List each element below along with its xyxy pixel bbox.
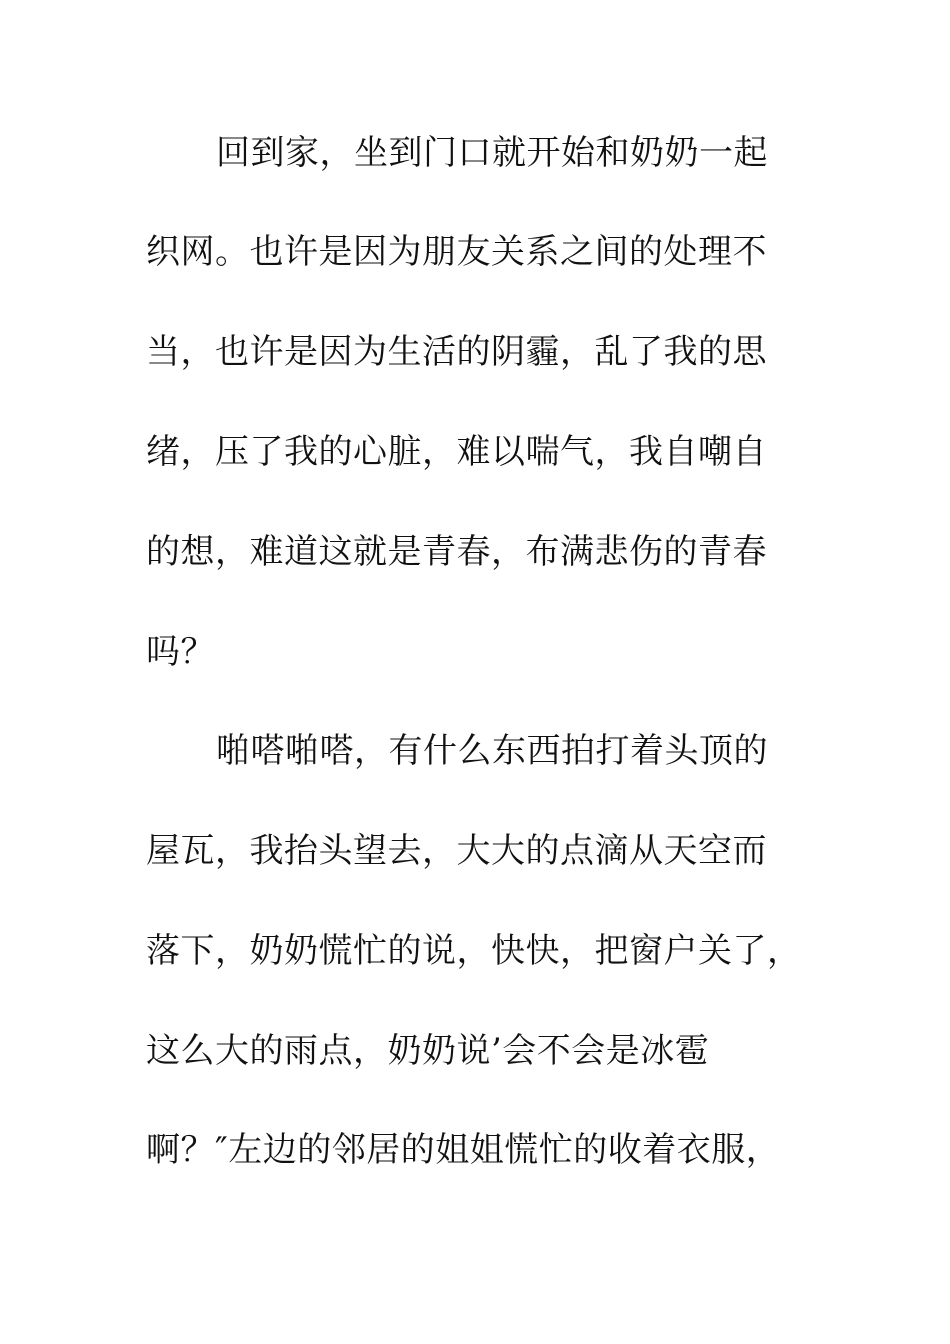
paragraph-1-line-1: 回到家，坐到门口就开始和奶奶一起 xyxy=(216,133,768,173)
paragraph-1-line-4: 绪，压了我的心脏，难以喘气，我自嘲自 xyxy=(146,432,767,472)
paragraph-2-line-5: 啊？″左边的邻居的姐姐慌忙的收着衣服， xyxy=(146,1130,781,1170)
paragraph-2-line-1: 啪嗒啪嗒，有什么东西拍打着头顶的 xyxy=(216,731,768,771)
paragraph-1-line-6: 吗？ xyxy=(146,632,215,672)
paragraph-1-line-5: 的想，难道这就是青春，布满悲伤的青春 xyxy=(146,532,767,572)
paragraph-1-line-3: 当，也许是因为生活的阴霾，乱了我的思 xyxy=(146,332,767,372)
paragraph-2-line-3: 落下，奶奶慌忙的说，快快，把窗户关了， xyxy=(146,931,802,971)
paragraph-1-line-2: 织网。也许是因为朋友关系之间的处理不 xyxy=(146,232,767,272)
paragraph-2-line-2: 屋瓦，我抬头望去，大大的点滴从天空而 xyxy=(146,831,767,871)
paragraph-2-line-4: 这么大的雨点，奶奶说’会不会是冰雹 xyxy=(146,1031,710,1071)
